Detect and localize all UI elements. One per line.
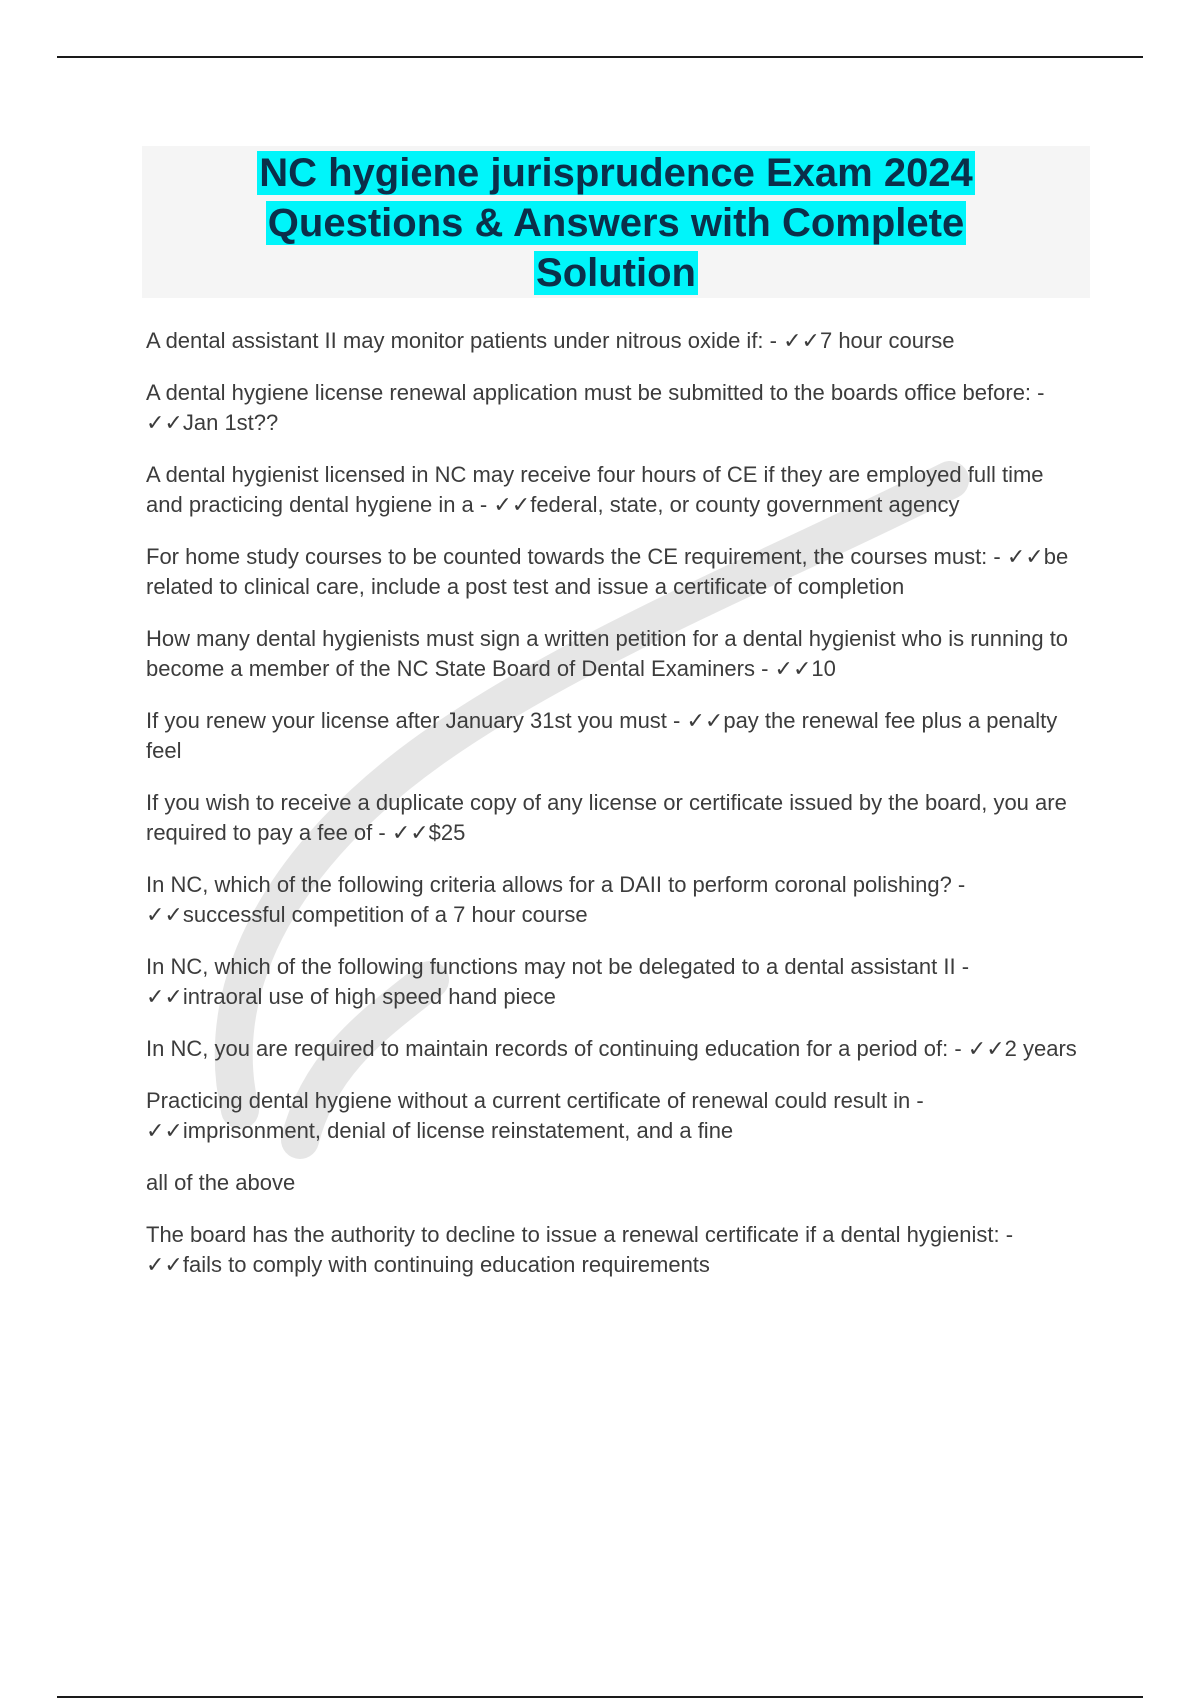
qa-item-1: A dental assistant II may monitor patients under nitrous oxide if: - ✓✓7 hour course [146, 328, 955, 353]
top-divider [57, 56, 1143, 58]
title-line-3: Solution [536, 251, 696, 295]
qa-item-12: all of the above [146, 1170, 296, 1195]
qa-item-3: A dental hygienist licensed in NC may receive four hours of CE if they are employed full time and practicing dental hygiene in a - ✓✓federal, state, or county government agency [146, 462, 1044, 517]
question-answer-list [146, 326, 1086, 1302]
qa-item-8: In NC, which of the following criteria allows for a DAII to perform coronal polishing? - ✓✓successful competition of a 7 hour course [146, 872, 966, 927]
document-title [142, 146, 1090, 298]
title-line-2: Questions & Answers with Complete [267, 201, 965, 245]
title-banner [142, 146, 1090, 298]
qa-item-4: For home study courses to be counted towards the CE requirement, the courses must: - ✓✓be related to clinical care, include a post test and issue a certificate of completion [146, 544, 1069, 599]
qa-item-2: A dental hygiene license renewal application must be submitted to the boards office before: - ✓✓Jan 1st?? [146, 380, 1045, 435]
qa-item-6: If you renew your license after January 31st you must - ✓✓pay the renewal fee plus a penalty feel [146, 708, 1058, 763]
qa-item-10: In NC, you are required to maintain records of continuing education for a period of: - ✓✓2 years [146, 1036, 1077, 1061]
qa-item-13: The board has the authority to decline to issue a renewal certificate if a dental hygienist: - ✓✓fails to comply with continuing education requirements [146, 1222, 1014, 1277]
title-line-1: NC hygiene jurisprudence Exam 2024 [259, 151, 973, 195]
qa-item-5: How many dental hygienists must sign a written petition for a dental hygienist who is running to become a member of the NC State Board of Dental Examiners - ✓✓10 [146, 626, 1069, 681]
bottom-divider [57, 1696, 1143, 1698]
qa-item-11: Practicing dental hygiene without a current certificate of renewal could result in - ✓✓imprisonment, denial of license reinstatement, and a fine [146, 1088, 924, 1143]
qa-item-9: In NC, which of the following functions may not be delegated to a dental assistant II - ✓✓intraoral use of high speed hand piece [146, 954, 970, 1009]
qa-item-7: If you wish to receive a duplicate copy of any license or certificate issued by the board, you are required to pay a fee of - ✓✓$25 [146, 790, 1067, 845]
